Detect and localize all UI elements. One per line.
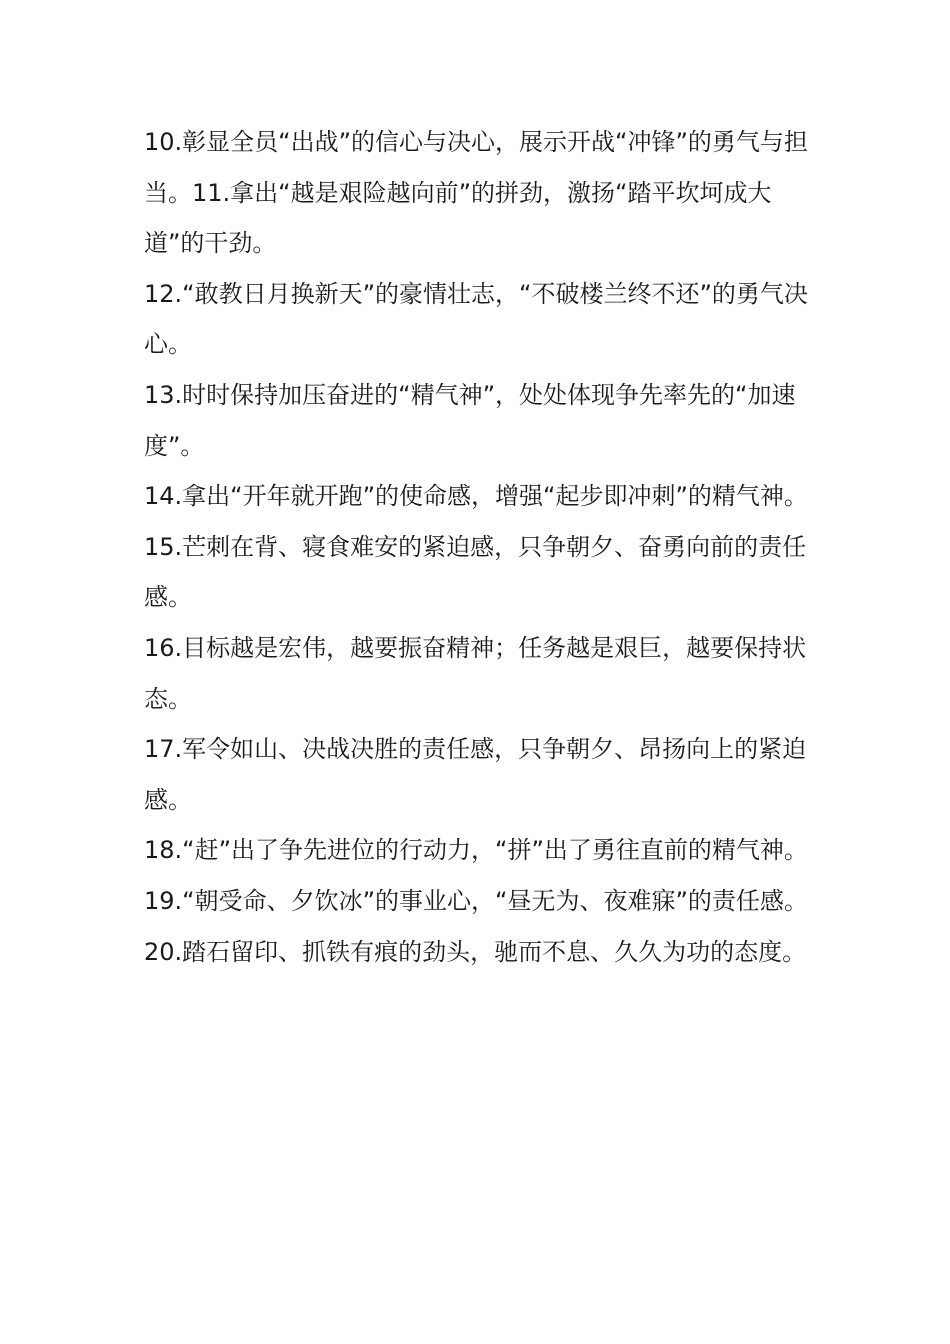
paragraph-item-10-11: 10.彰显全员“出战”的信心与决心，展示开战“冲锋”的勇气与担当。11.拿出“越是艰险越向前”的拼劲，激扬“踏平坎坷成大道”的干劲。	[144, 128, 808, 258]
paragraph-item-18: 18.“赶”出了争先进位的行动力，“拼”出了勇往直前的精气神。	[144, 836, 808, 865]
paragraph-item-17: 17.军令如山、决战决胜的责任感，只争朝夕、昂扬向上的紧迫感。	[144, 735, 807, 814]
paragraph-item-19: 19.“朝受命、夕饮冰”的事业心，“昼无为、夜难寐”的责任感。	[144, 886, 808, 915]
paragraph-item-12: 12.“敢教日月换新天”的豪情壮志，“不破楼兰终不还”的勇气决心。	[144, 279, 808, 359]
paragraph-item-13: 13.时时保持加压奋进的“精气神”，处处体现争先率先的“加速度”。	[144, 380, 796, 460]
paragraph-item-20: 20.踏石留印、抓铁有痕的劲头，驰而不息、久久为功的态度。	[144, 937, 807, 966]
paragraph-item-14: 14.拿出“开年就开跑”的使命感，增强“起步即冲刺”的精气神。	[144, 482, 808, 511]
paragraph-item-15: 15.芒刺在背、寝食难安的紧迫感，只争朝夕、奋勇向前的责任感。	[144, 532, 807, 612]
paragraph-item-16: 16.目标越是宏伟，越要振奋精神；任务越是艰巨，越要保持状态。	[144, 633, 807, 713]
document-body	[144, 117, 809, 977]
